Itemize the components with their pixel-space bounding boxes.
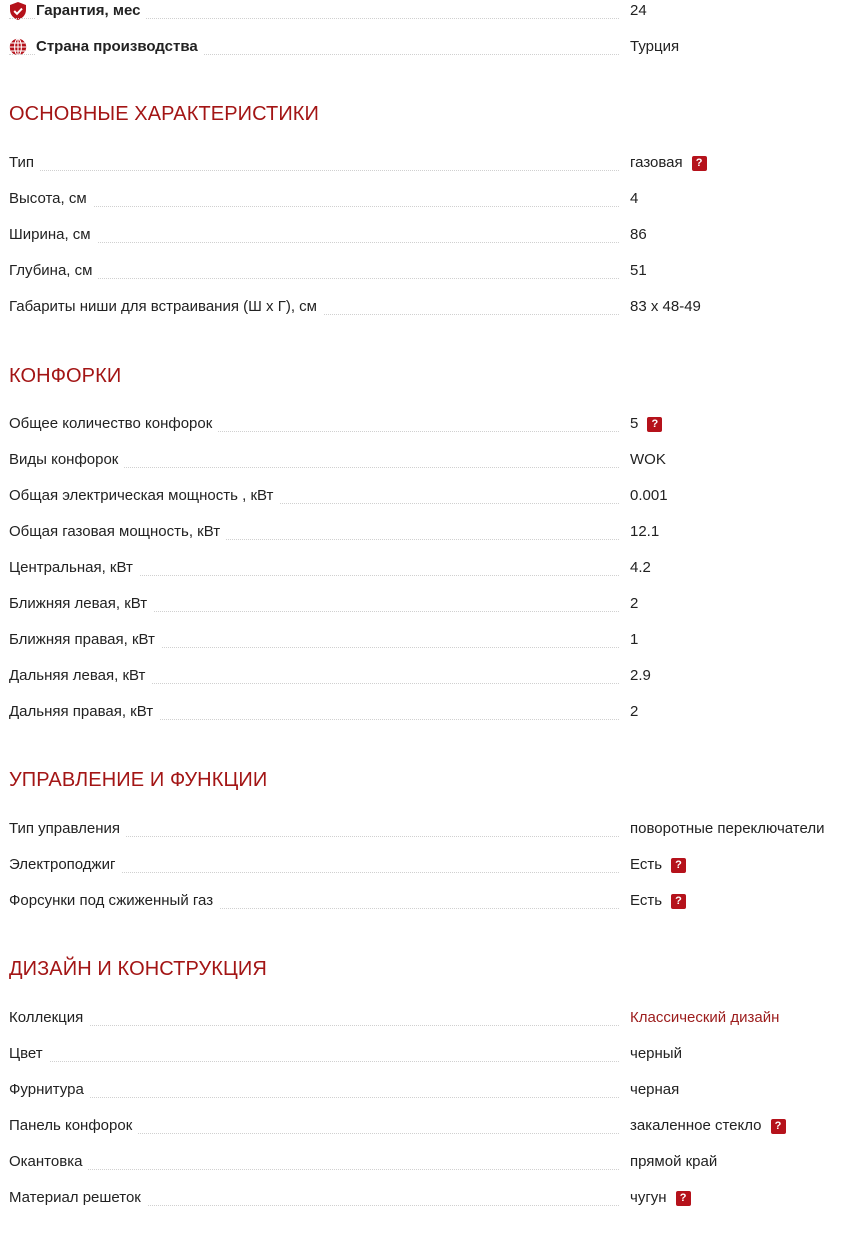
spec-label: Панель конфорок: [9, 1117, 138, 1135]
spec-label: Ближняя левая, кВт: [9, 595, 153, 613]
dotted-leader: [9, 170, 619, 171]
spec-row: [0, 1036, 841, 1072]
spec-row: [0, 514, 841, 550]
spec-label: Ближняя правая, кВт: [9, 631, 161, 649]
spec-label: Гарантия, мес: [36, 2, 146, 20]
spec-label: Виды конфорок: [9, 451, 124, 469]
help-icon[interactable]: ?: [671, 894, 686, 909]
spec-row: [0, 253, 841, 289]
spec-value: чугун: [630, 1189, 667, 1206]
spec-row: [0, 622, 841, 658]
spec-label: Электроподжиг: [9, 856, 121, 874]
spec-row: [0, 217, 841, 253]
spec-row: [0, 883, 841, 919]
spec-value: закаленное стекло: [630, 1117, 762, 1134]
spec-label: Цвет: [9, 1045, 49, 1063]
spec-label: Материал решеток: [9, 1189, 147, 1207]
section-title-controls: УПРАВЛЕНИЕ И ФУНКЦИИ: [9, 769, 268, 791]
spec-value: газовая: [630, 154, 683, 171]
spec-row: [0, 811, 841, 847]
spec-value: 2: [630, 703, 639, 720]
spec-row-warranty: [0, 0, 841, 29]
spec-value: поворотные переключатели: [630, 820, 825, 837]
section-title-burners: КОНФОРКИ: [9, 365, 122, 387]
spec-label: Форсунки под сжиженный газ: [9, 892, 219, 910]
help-icon[interactable]: ?: [771, 1119, 786, 1134]
spec-value: WOK: [630, 451, 666, 468]
dotted-leader: [9, 1169, 619, 1170]
spec-value: 86: [630, 226, 647, 243]
spec-row: [0, 1144, 841, 1180]
spec-value: 24: [630, 2, 647, 19]
dotted-leader: [9, 1061, 619, 1062]
spec-label: Общая газовая мощность, кВт: [9, 523, 226, 541]
spec-label: Фурнитура: [9, 1081, 90, 1099]
spec-value: 4.2: [630, 559, 651, 576]
spec-value: Есть: [630, 856, 663, 873]
spec-value: 12.1: [630, 523, 660, 540]
help-icon[interactable]: ?: [676, 1191, 691, 1206]
spec-label: Окантовка: [9, 1153, 88, 1171]
spec-value: Турция: [630, 38, 680, 55]
dotted-leader: [9, 1097, 619, 1098]
spec-label: Дальняя левая, кВт: [9, 667, 151, 685]
spec-label: Общее количество конфорок: [9, 415, 218, 433]
spec-label: Высота, см: [9, 190, 93, 208]
spec-value: 83 х 48-49: [630, 298, 701, 315]
spec-value: 2.9: [630, 667, 651, 684]
spec-row: [0, 1072, 841, 1108]
dotted-leader: [9, 1025, 619, 1026]
spec-row: [0, 550, 841, 586]
spec-value: черный: [630, 1045, 682, 1062]
spec-label: Тип: [9, 154, 40, 172]
spec-row-country: [0, 29, 841, 65]
spec-value: 5: [630, 415, 639, 432]
spec-row: [0, 406, 841, 442]
spec-value: 4: [630, 190, 639, 207]
spec-value: 51: [630, 262, 647, 279]
spec-value: Есть: [630, 892, 663, 909]
spec-row: [0, 145, 841, 181]
spec-label: Габариты ниши для встраивания (Ш х Г), см: [9, 298, 323, 316]
spec-row: [0, 847, 841, 883]
spec-label: Глубина, см: [9, 262, 98, 280]
spec-row: [0, 442, 841, 478]
spec-value: прямой край: [630, 1153, 718, 1170]
spec-value: 1: [630, 631, 639, 648]
spec-label: Страна производства: [36, 38, 204, 56]
spec-label: Общая электрическая мощность , кВт: [9, 487, 279, 505]
dotted-leader: [9, 206, 619, 207]
section-title-main: ОСНОВНЫЕ ХАРАКТЕРИСТИКИ: [9, 103, 320, 125]
spec-value: 0.001: [630, 487, 668, 504]
help-icon[interactable]: ?: [647, 417, 662, 432]
dotted-leader: [9, 278, 619, 279]
spec-row: [0, 289, 841, 325]
spec-row: [0, 478, 841, 514]
help-icon[interactable]: ?: [692, 156, 707, 171]
collection-link[interactable]: Классический дизайн: [630, 1009, 780, 1026]
spec-label: Тип управления: [9, 820, 126, 838]
spec-row: [0, 586, 841, 622]
spec-value: 2: [630, 595, 639, 612]
section-title-design: ДИЗАЙН И КОНСТРУКЦИЯ: [9, 958, 267, 980]
spec-row: [0, 1180, 841, 1216]
spec-row: [0, 694, 841, 730]
spec-row: [0, 181, 841, 217]
spec-row: [0, 1108, 841, 1144]
help-icon[interactable]: ?: [671, 858, 686, 873]
spec-label: Коллекция: [9, 1009, 89, 1027]
spec-row: [0, 658, 841, 694]
spec-label: Ширина, см: [9, 226, 97, 244]
spec-label: Дальняя правая, кВт: [9, 703, 159, 721]
spec-label: Центральная, кВт: [9, 559, 139, 577]
spec-row: [0, 1000, 841, 1036]
spec-value: черная: [630, 1081, 680, 1098]
dotted-leader: [9, 242, 619, 243]
